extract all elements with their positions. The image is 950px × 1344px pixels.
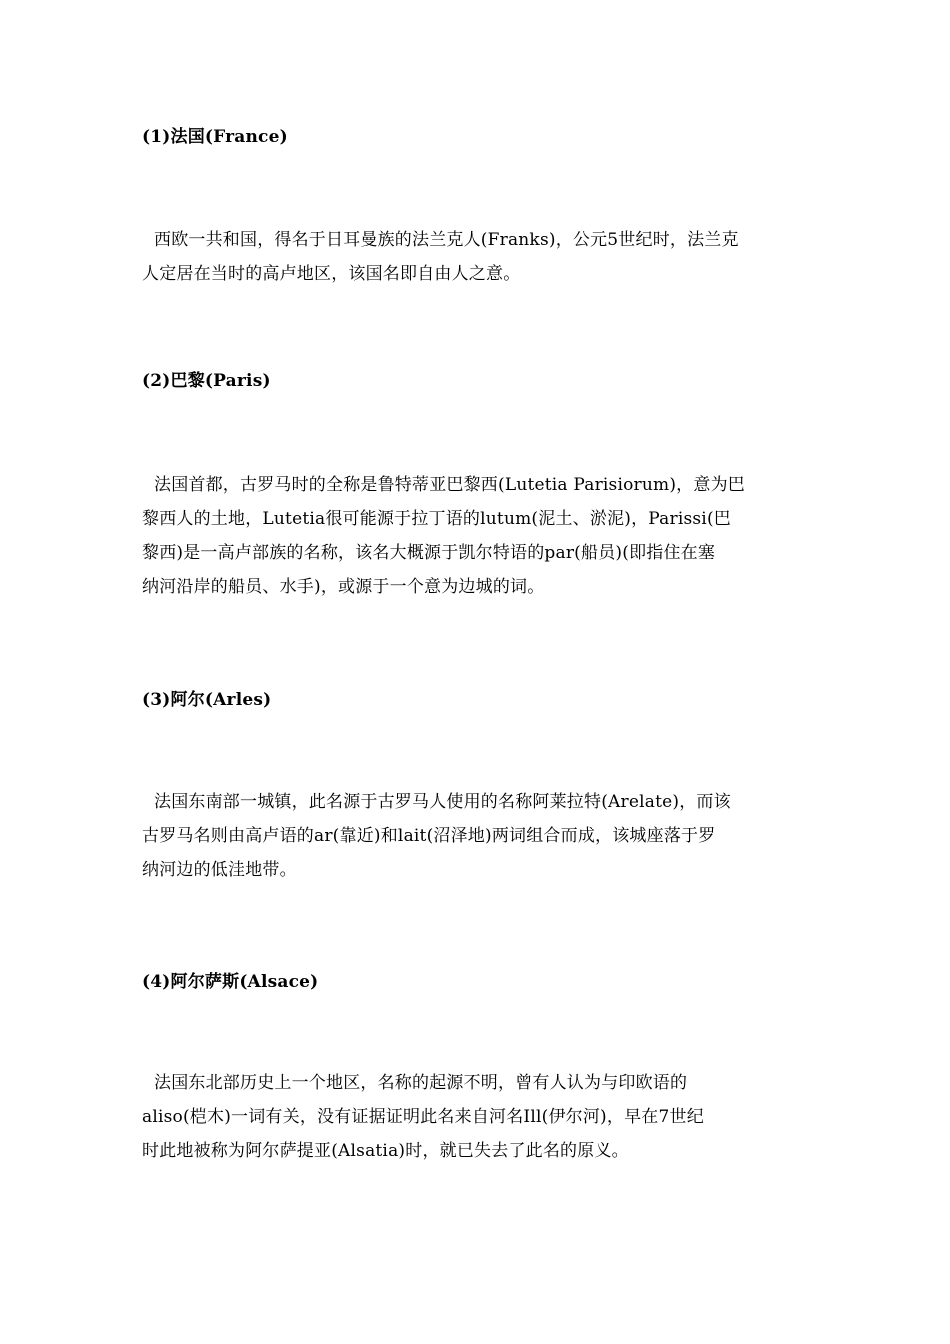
body-line: 纳河沿岸的船员、水手)，或源于一个意为边城的词。 [142,577,545,597]
section-heading-alsace: (4)阿尔萨斯(Alsace) [142,972,319,992]
section-body-france [142,223,814,291]
body-line: 西欧一共和国，得名于日耳曼族的法兰克人(Franks)，公元5世纪时，法兰克 [154,230,739,250]
section-heading-arles: (3)阿尔(Arles) [142,690,272,710]
body-line: 法国首都，古罗马时的全称是鲁特蒂亚巴黎西(Lutetia Parisiorum)，意为巴 [154,475,745,495]
body-line: 纳河边的低洼地带。 [142,860,297,880]
body-line: 古罗马名则由高卢语的ar(靠近)和lait(沼泽地)两词组合而成，该城座落于罗 [142,826,716,846]
body-line: 时此地被称为阿尔萨提亚(Alsatia)时，就已失去了此名的原义。 [142,1141,629,1161]
section-heading-paris: (2)巴黎(Paris) [142,371,271,391]
section-body-paris [142,468,814,604]
section-heading-france: (1)法国(France) [142,127,288,147]
body-line: 黎西人的土地，Lutetia很可能源于拉丁语的lutum(泥土、淤泥)，Parissi(巴 [142,509,731,529]
body-line: 法国东北部历史上一个地区，名称的起源不明，曾有人认为与印欧语的 [154,1073,688,1093]
section-body-arles [142,785,814,887]
section-body-alsace [142,1066,814,1168]
body-line: aliso(桤木)一词有关，没有证据证明此名来自河名Ill(伊尔河)，早在7世纪 [142,1107,704,1127]
body-line: 法国东南部一城镇，此名源于古罗马人使用的名称阿莱拉特(Arelate)，而该 [154,792,731,812]
body-line: 人定居在当时的高卢地区，该国名即自由人之意。 [142,264,521,284]
body-line: 黎西)是一高卢部族的名称，该名大概源于凯尔特语的par(船员)(即指住在塞 [142,543,716,563]
